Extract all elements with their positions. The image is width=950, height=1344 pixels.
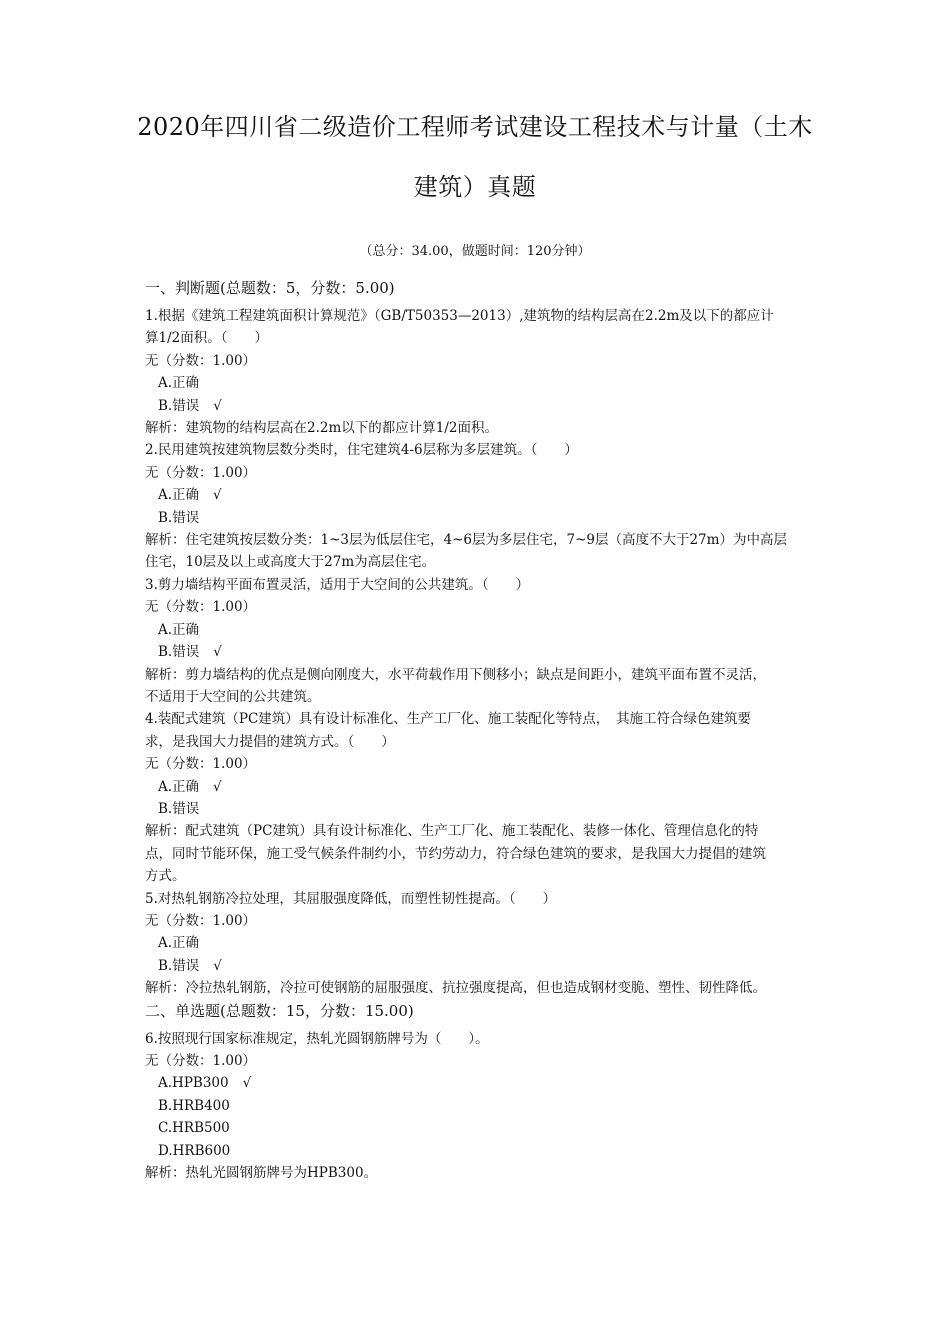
- question-block: [145, 708, 813, 887]
- answer-option: [145, 1072, 813, 1094]
- correct-mark: √: [213, 487, 222, 504]
- question-stem: 5.对热轧钢筋冷拉处理，其屈服强度降低，而塑性韧性提高。（ ）: [145, 890, 557, 907]
- question-block: [145, 574, 813, 708]
- question-analysis: 点，同时节能环保，施工受气候条件制约小，节约劳动力，符合绿色建筑的要求，是我国大力提倡的建筑: [145, 845, 766, 862]
- question-stem: 6.按照现行国家标准规定，热轧光圆钢筋牌号为（ ）。: [145, 1030, 489, 1047]
- question-analysis: 不适用于大空间的公共建筑。: [145, 688, 321, 705]
- option-label: B.错误: [158, 800, 200, 817]
- question-analysis: 解析：剪力墙结构的优点是侧向刚度大，水平荷载作用下侧移小；缺点是间距小，建筑平面布置不灵活，: [145, 666, 766, 683]
- question-block: [145, 888, 813, 1000]
- correct-mark: √: [242, 1075, 252, 1092]
- answer-option: [145, 932, 813, 954]
- question-stem: 求，是我国大力提倡的建筑方式。（ ）: [145, 733, 395, 750]
- correct-mark: √: [213, 644, 222, 661]
- question-analysis: 方式。: [145, 868, 186, 885]
- question-block: [145, 305, 813, 439]
- exam-info: （总分：34.00，做题时间：120分钟）: [359, 244, 591, 259]
- document-title-line2: 建筑）真题: [413, 173, 537, 201]
- answer-option: [145, 1140, 813, 1162]
- option-label: B.错误: [158, 957, 200, 974]
- question-analysis: 住宅，10层及以上或高度大于27m为高层住宅。: [145, 554, 436, 571]
- question-score: 无（分数：1.00）: [145, 352, 257, 369]
- answer-option: [145, 641, 813, 663]
- question-stem: 4.装配式建筑（PC建筑）具有设计标准化、生产工厂化、施工装配化等特点， 其施工符合绿色建筑要: [145, 711, 752, 728]
- option-label: B.错误: [158, 397, 200, 414]
- question-analysis: 解析：热轧光圆钢筋牌号为HPB300。: [145, 1165, 378, 1182]
- question-block: [145, 439, 813, 573]
- answer-option: [145, 776, 813, 798]
- question-stem: 1.根据《建筑工程建筑面积计算规范》（GB/T50353—2013）,建筑物的结构层高在2.2m及以下的都应计: [145, 308, 774, 324]
- answer-option: [145, 798, 813, 820]
- section-heading: 二、单选题(总题数：15，分数：15.00): [145, 1001, 414, 1020]
- option-label: A.正确: [158, 935, 200, 952]
- question-stem: 2.民用建筑按建筑物层数分类时，住宅建筑4-6层称为多层建筑。（ ）: [145, 442, 578, 459]
- question-analysis: 解析：冷拉热轧钢筋，冷拉可使钢筋的屈服强度、抗拉强度提高，但也造成钢材变脆、塑性、韧性降低。: [145, 980, 766, 997]
- correct-mark: √: [213, 778, 222, 795]
- correct-mark: √: [213, 397, 222, 414]
- question-section: [145, 277, 813, 1000]
- option-label: A.HPB300: [158, 1075, 229, 1092]
- question-analysis: 解析：建筑物的结构层高在2.2m以下的都应计算1/2面积。: [145, 420, 498, 437]
- question-stem: 3.剪力墙结构平面布置灵活，适用于大空间的公共建筑。（ ）: [145, 576, 530, 593]
- correct-mark: √: [213, 957, 222, 974]
- question-block: [145, 1028, 813, 1185]
- option-label: B.错误: [158, 644, 200, 661]
- option-label: A.正确: [158, 621, 200, 638]
- answer-option: [145, 372, 813, 394]
- question-score: 无（分数：1.00）: [145, 1053, 257, 1069]
- question-section: [145, 1000, 813, 1185]
- question-score: 无（分数：1.00）: [145, 912, 257, 929]
- option-label: A.正确: [158, 778, 200, 795]
- answer-option: [145, 507, 813, 529]
- option-label: A.正确: [158, 487, 200, 504]
- answer-option: [145, 1117, 813, 1139]
- document-title-line1: 2020年四川省二级造价工程师考试建设工程技术与计量（土木: [137, 113, 813, 141]
- question-score: 无（分数：1.00）: [145, 756, 257, 773]
- question-analysis: 解析：配式建筑（PC建筑）具有设计标准化、生产工厂化、施工装配化、装修一体化、管理信息化的特: [145, 823, 759, 840]
- option-label: B.HRB400: [158, 1097, 230, 1114]
- question-score: 无（分数：1.00）: [145, 464, 257, 481]
- option-label: C.HRB500: [158, 1120, 230, 1137]
- answer-option: [145, 1095, 813, 1117]
- question-list: [145, 277, 813, 1184]
- answer-option: [145, 955, 813, 977]
- answer-option: [145, 395, 813, 417]
- question-analysis: 解析：住宅建筑按层数分类：1~3层为低层住宅，4~6层为多层住宅，7~9层（高度不大于27m）为中高层: [145, 532, 787, 549]
- question-stem: 算1/2面积。（ ）: [145, 330, 268, 347]
- question-score: 无（分数：1.00）: [145, 599, 257, 616]
- answer-option: [145, 619, 813, 641]
- option-label: A.正确: [158, 375, 200, 392]
- option-label: D.HRB600: [158, 1142, 231, 1159]
- option-label: B.错误: [158, 509, 200, 526]
- answer-option: [145, 484, 813, 506]
- section-heading: 一、判断题(总题数：5，分数：5.00): [145, 279, 395, 297]
